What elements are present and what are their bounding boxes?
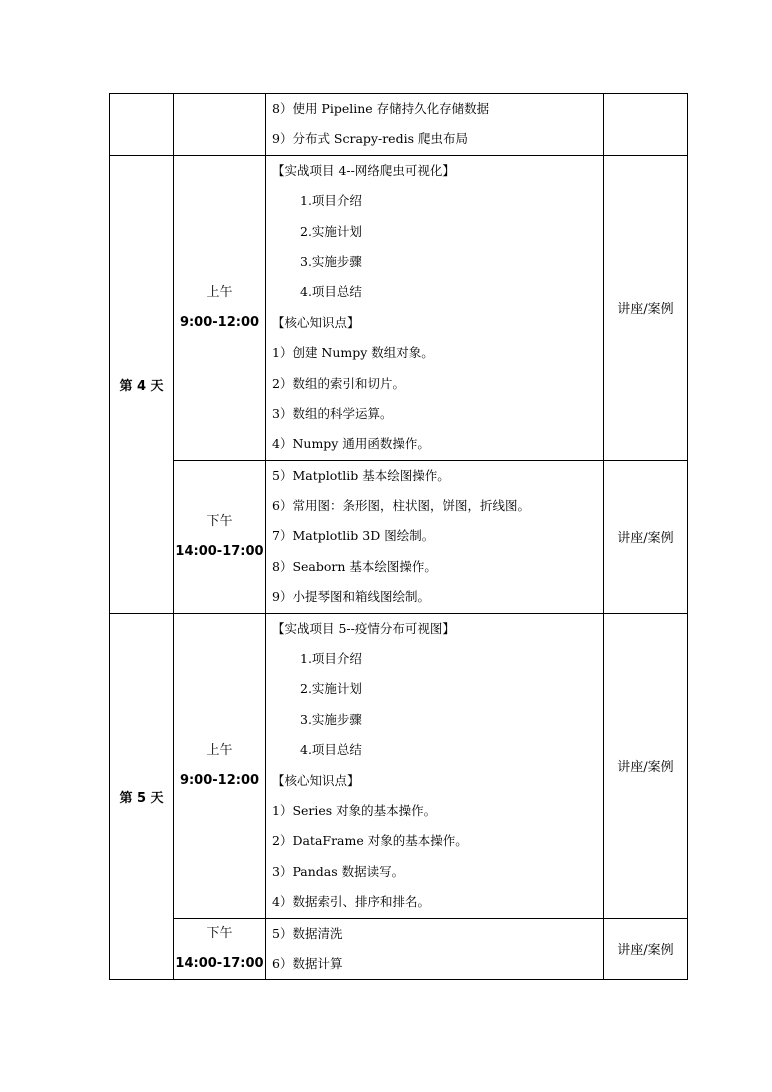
time-cell <box>174 918 266 980</box>
content-line: 8）使用 Pipeline 存储持久化存储数据 <box>272 101 490 116</box>
content-line: 【核心知识点】 <box>272 314 360 330</box>
time-cell <box>174 155 266 460</box>
content-cell <box>266 918 604 980</box>
table-row <box>110 94 688 156</box>
content-line: 【实战项目 4--网络爬虫可视化】 <box>272 162 455 178</box>
content-line: 2）数组的索引和切片。 <box>272 375 405 391</box>
content-line: 【核心知识点】 <box>272 772 360 788</box>
content-line: 3）Pandas 数据读写。 <box>272 863 405 879</box>
method-cell: 讲座/案例 <box>604 918 688 980</box>
content-line: 3.实施步骤 <box>300 253 362 269</box>
time-cell <box>174 460 266 613</box>
method-cell: 讲座/案例 <box>604 613 688 918</box>
table-row <box>110 460 688 613</box>
content-line: 5）数据清洗 <box>272 925 343 941</box>
content-line: 9）小提琴图和箱线图绘制。 <box>272 589 430 605</box>
content-line: 7）Matplotlib 3D 图绘制。 <box>272 528 435 544</box>
day-cell <box>110 94 174 156</box>
method-cell <box>604 94 688 156</box>
content-line: 4.项目总结 <box>300 284 362 300</box>
content-line: 6）数据计算 <box>272 955 343 971</box>
schedule-table <box>109 93 688 980</box>
method-cell: 讲座/案例 <box>604 460 688 613</box>
period-label: 下午 <box>206 925 233 941</box>
day-cell: 第 4 天 <box>110 155 174 613</box>
day-cell: 第 5 天 <box>110 613 174 980</box>
period-label: 上午 <box>206 742 233 758</box>
hours-label: 9:00-12:00 <box>179 314 260 330</box>
time-cell <box>174 613 266 918</box>
content-line: 2.实施计划 <box>300 681 362 697</box>
time-cell <box>174 94 266 156</box>
content-cell <box>266 613 604 918</box>
content-line: 2）DataFrame 对象的基本操作。 <box>272 833 468 849</box>
content-line: 3）数组的科学运算。 <box>272 405 393 421</box>
hours-label: 14:00-17:00 <box>175 543 264 559</box>
hours-label: 9:00-12:00 <box>179 772 260 788</box>
content-line: 【实战项目 5--疫情分布可视图】 <box>272 620 455 636</box>
content-line: 1）创建 Numpy 数组对象。 <box>272 345 434 361</box>
content-line: 5）Matplotlib 基本绘图操作。 <box>272 467 450 483</box>
period-label: 上午 <box>206 284 233 300</box>
content-line: 2.实施计划 <box>300 223 362 239</box>
content-cell <box>266 94 604 156</box>
content-line: 1）Series 对象的基本操作。 <box>272 802 437 818</box>
content-line: 6）常用图：条形图，柱状图，饼图，折线图。 <box>272 498 530 514</box>
table-row <box>110 155 688 460</box>
period-label: 下午 <box>206 513 233 529</box>
table-row <box>110 918 688 980</box>
content-line: 1.项目介绍 <box>300 193 362 209</box>
hours-label: 14:00-17:00 <box>175 955 264 971</box>
content-cell <box>266 155 604 460</box>
content-line: 9）分布式 Scrapy-redis 爬虫布局 <box>272 131 468 147</box>
content-cell <box>266 460 604 613</box>
table-row <box>110 613 688 918</box>
content-line: 8）Seaborn 基本绘图操作。 <box>272 558 437 574</box>
method-cell: 讲座/案例 <box>604 155 688 460</box>
content-line: 4）数据索引、排序和排名。 <box>272 894 430 910</box>
content-line: 3.实施步骤 <box>300 711 362 727</box>
content-line: 4.项目总结 <box>300 742 362 758</box>
content-line: 4）Numpy 通用函数操作。 <box>272 436 430 452</box>
content-line: 1.项目介绍 <box>300 651 362 667</box>
